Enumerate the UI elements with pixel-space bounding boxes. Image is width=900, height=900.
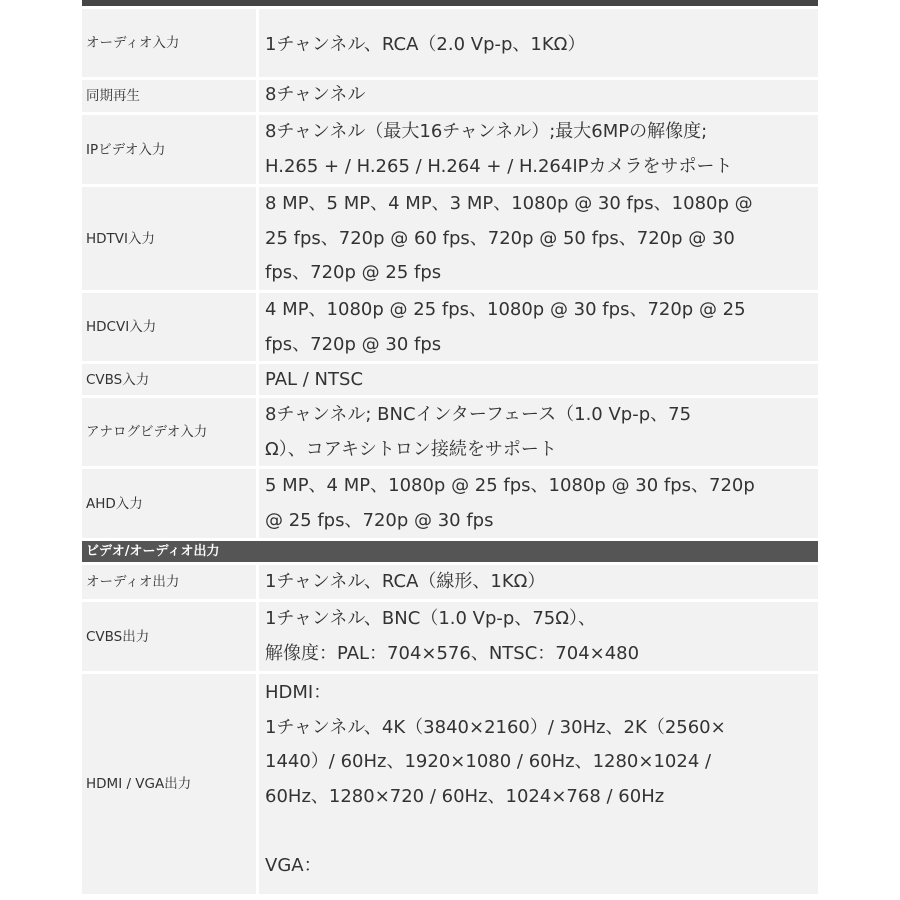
spec-label: 同期再生 <box>82 80 256 112</box>
spec-value-line: 5 MP、4 MP、1080p @ 25 fps、1080p @ 30 fps、720p <box>265 475 755 496</box>
spec-value <box>259 674 818 894</box>
spec-value <box>259 80 818 112</box>
spec-value <box>259 187 818 290</box>
spec-value-line: PAL / NTSC <box>265 369 364 390</box>
spec-value-line: VGA： <box>265 854 322 876</box>
spec-value-line <box>265 814 818 849</box>
spec-value <box>259 398 818 466</box>
spec-row-ahd-input <box>82 469 818 538</box>
spec-row-cvbs-input <box>82 364 818 395</box>
spec-row-hdtvi-input <box>82 187 818 290</box>
spec-value-line: fps、720p @ 30 fps <box>265 333 442 355</box>
spec-value-line: 1チャンネル、BNC（1.0 Vp-p、75Ω）、 <box>265 608 596 629</box>
spec-label: HDMI / VGA出力 <box>82 674 256 894</box>
spec-value-line: 4 MP、1080p @ 25 fps、1080p @ 30 fps、720p @ 25 <box>265 299 746 320</box>
spec-value-line: 8チャンネル <box>265 84 366 105</box>
spec-value-line: 1チャンネル、RCA（2.0 Vp-p、1KΩ） <box>265 34 586 55</box>
spec-value-line: H.265 + / H.265 / H.264 + / H.264IPカメラをサポート <box>265 155 733 177</box>
table-top-bar <box>82 0 818 6</box>
spec-value-line: 60Hz、1280×720 / 60Hz、1024×768 / 60Hz <box>265 785 665 807</box>
spec-value <box>259 364 818 395</box>
spec-value <box>259 602 818 671</box>
spec-value-line: 8チャンネル（最大16チャンネル）;最大6MPの解像度; <box>265 121 708 142</box>
spec-value <box>259 293 818 361</box>
spec-row-analog-video-input <box>82 398 818 466</box>
spec-row-audio-output <box>82 565 818 599</box>
spec-row-sync-playback <box>82 80 818 112</box>
spec-value-line: 8 MP、5 MP、4 MP、3 MP、1080p @ 30 fps、1080p @ <box>265 193 753 214</box>
spec-row-audio-input <box>82 9 818 77</box>
spec-row-cvbs-output <box>82 602 818 671</box>
spec-table <box>82 0 818 894</box>
spec-row-ip-video-input <box>82 115 818 184</box>
spec-label: オーディオ入力 <box>82 9 256 77</box>
spec-value-line: 1チャンネル、RCA（線形、1KΩ） <box>265 571 546 592</box>
spec-label: AHD入力 <box>82 469 256 538</box>
spec-value-line: Ω）、コアキシトロン接続をサポート <box>265 438 557 460</box>
spec-value <box>259 469 818 538</box>
spec-label: CVBS出力 <box>82 602 256 671</box>
spec-label: HDTVI入力 <box>82 187 256 290</box>
spec-value-line: 8チャンネル; BNCインターフェース（1.0 Vp-p、75 <box>265 404 692 425</box>
spec-value-line: 25 fps、720p @ 60 fps、720p @ 50 fps、720p @ 30 <box>265 227 735 249</box>
section-header-video-audio-output: ビデオ/オーディオ出力 <box>82 541 818 562</box>
spec-value-line: 解像度：PAL：704×576、NTSC：704×480 <box>265 642 640 664</box>
spec-row-hdcvi-input <box>82 293 818 361</box>
spec-value-line: 1440）/ 60Hz、1920×1080 / 60Hz、1280×1024 / <box>265 751 712 772</box>
spec-value-line: 1チャンネル、4K（3840×2160）/ 30Hz、2K（2560× <box>265 716 726 738</box>
spec-value-line: @ 25 fps、720p @ 30 fps <box>265 509 494 531</box>
spec-value-line: HDMI： <box>265 682 332 703</box>
spec-value <box>259 115 818 184</box>
spec-label: HDCVI入力 <box>82 293 256 361</box>
spec-value <box>259 565 818 599</box>
spec-value <box>259 9 818 77</box>
spec-value-line: fps、720p @ 25 fps <box>265 262 442 283</box>
spec-label: アナログビデオ入力 <box>82 398 256 466</box>
spec-label: IPビデオ入力 <box>82 115 256 184</box>
spec-row-hdmi-vga-output <box>82 674 818 894</box>
spec-label: CVBS入力 <box>82 364 256 395</box>
spec-label: オーディオ出力 <box>82 565 256 599</box>
